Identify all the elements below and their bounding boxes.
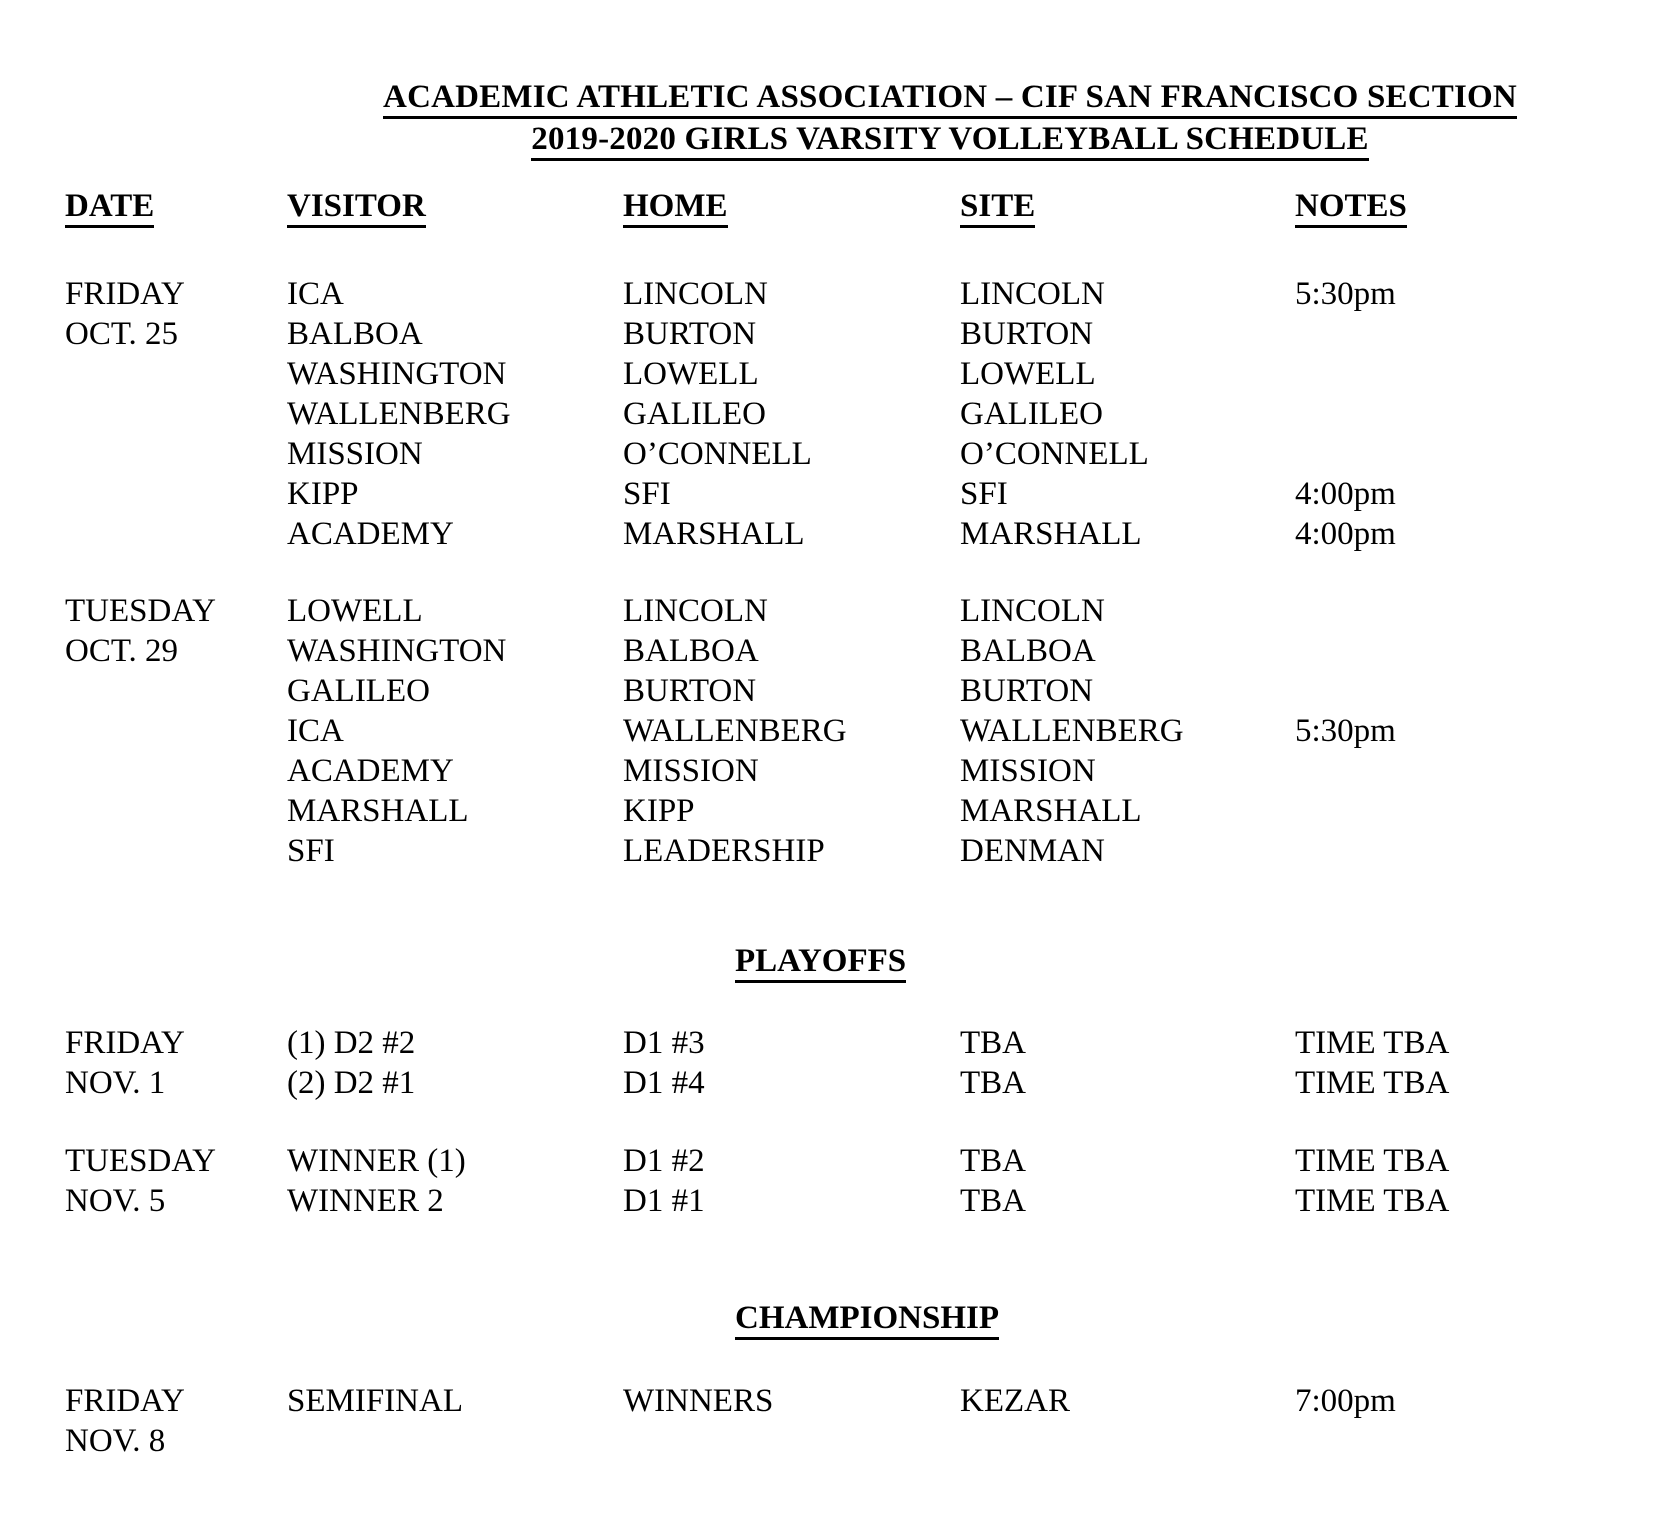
column-header-label: SITE [960,188,1035,228]
cell-visitor: ICA [287,713,344,749]
cell-visitor: (1) D2 #2 [287,1025,416,1061]
cell-home: O’CONNELL [623,436,812,472]
cell-visitor: WALLENBERG [287,396,511,432]
cell-visitor: KIPP [287,476,359,512]
column-header-visitor [287,186,623,226]
cell-home: D1 #4 [623,1065,705,1101]
cell-notes [1295,314,1662,354]
cell-visitor: MARSHALL [287,793,469,829]
cell-site: BALBOA [960,633,1096,669]
table-row [65,434,1662,474]
cell-home: BURTON [623,316,757,352]
cell-visitor: SEMIFINAL [287,1383,464,1419]
cell-visitor: ICA [287,276,344,312]
cell-home: LINCOLN [623,593,768,629]
cell-site: LOWELL [960,356,1096,392]
cell-notes: 7:00pm [1295,1383,1396,1419]
section-nov8 [0,1381,1662,1461]
cell-visitor: WINNER (1) [287,1143,466,1179]
title-line-1: ACADEMIC ATHLETIC ASSOCIATION – CIF SAN FRANCISCO SECTION [383,79,1517,119]
cell-site: MARSHALL [960,516,1142,552]
cell-date: OCT. 25 [65,316,179,352]
cell-date: OCT. 29 [65,633,179,669]
cell-home: LINCOLN [623,276,768,312]
cell-notes [1295,751,1662,791]
cell-date: FRIDAY [65,1383,185,1419]
cell-visitor: GALILEO [287,673,430,709]
cell-home: MARSHALL [623,516,805,552]
cell-notes [1295,671,1662,711]
cell-date [65,751,287,791]
title-line-1-wrap [240,76,1660,118]
table-row [65,314,1662,354]
cell-date: TUESDAY [65,1143,216,1179]
table-row [65,1421,1662,1461]
cell-site: DENMAN [960,833,1105,869]
cell-notes [1295,1421,1662,1461]
column-header-label: VISITOR [287,188,426,228]
table-row [65,671,1662,711]
cell-home: MISSION [623,753,759,789]
cell-home: GALILEO [623,396,766,432]
cell-notes: 5:30pm [1295,713,1396,749]
cell-date [65,474,287,514]
column-header-date [65,186,287,226]
table-row [65,1381,1662,1421]
table-row [65,1023,1662,1063]
section-playoffs-heading [0,941,1662,981]
cell-date [65,434,287,474]
cell-notes [1295,394,1662,434]
cell-home: BALBOA [623,633,759,669]
title-line-2: 2019-2020 GIRLS VARSITY VOLLEYBALL SCHEDULE [531,121,1368,161]
cell-site: TBA [960,1183,1026,1219]
cell-visitor: SFI [287,833,335,869]
cell-date: FRIDAY [65,1025,185,1061]
cell-notes [1295,631,1662,671]
cell-visitor: ACADEMY [287,516,454,552]
section-nov5 [0,1141,1662,1221]
cell-date [65,514,287,554]
cell-site: LINCOLN [960,276,1105,312]
table-row [65,591,1662,631]
cell-notes: TIME TBA [1295,1025,1450,1061]
cell-notes [1295,831,1662,871]
cell-home: SFI [623,476,671,512]
cell-visitor: MISSION [287,436,423,472]
column-header-label: NOTES [1295,188,1407,228]
cell-site: SFI [960,476,1008,512]
title-line-2-wrap [240,118,1660,160]
cell-home: WINNERS [623,1383,774,1419]
cell-site: MISSION [960,753,1096,789]
section-oct29 [0,591,1662,871]
table-row [65,394,1662,434]
cell-home: KIPP [623,793,695,829]
cell-notes: TIME TBA [1295,1183,1450,1219]
cell-visitor: WASHINGTON [287,356,507,392]
cell-date [65,791,287,831]
cell-home: D1 #1 [623,1183,705,1219]
table-row [65,631,1662,671]
cell-site: MARSHALL [960,793,1142,829]
table-row [65,354,1662,394]
cell-home: WALLENBERG [623,713,847,749]
cell-home: D1 #3 [623,1025,705,1061]
cell-site: KEZAR [960,1383,1070,1419]
section-nov1 [0,1023,1662,1103]
table-row [65,274,1662,314]
cell-notes [1295,354,1662,394]
table-row [65,791,1662,831]
cell-visitor: WASHINGTON [287,633,507,669]
cell-site: GALILEO [960,396,1103,432]
document-title [240,76,1660,160]
table-row [65,514,1662,554]
cell-date: TUESDAY [65,593,216,629]
table-row [65,474,1662,514]
section-heading-playoffs: PLAYOFFS [735,943,906,983]
column-header-site [960,186,1295,226]
cell-visitor [287,1421,623,1461]
cell-date [65,394,287,434]
table-row [65,1181,1662,1221]
table-row [65,711,1662,751]
cell-notes: 4:00pm [1295,476,1396,512]
cell-site: LINCOLN [960,593,1105,629]
cell-date: FRIDAY [65,276,185,312]
cell-visitor: WINNER 2 [287,1183,444,1219]
section-heading-championship: CHAMPIONSHIP [735,1300,999,1340]
cell-visitor: (2) D2 #1 [287,1065,416,1101]
cell-visitor: LOWELL [287,593,423,629]
section-championship-heading [0,1298,1662,1338]
cell-date [65,711,287,751]
cell-date [65,671,287,711]
cell-notes: TIME TBA [1295,1143,1450,1179]
table-row [65,1141,1662,1181]
cell-site [960,1421,1295,1461]
cell-site: O’CONNELL [960,436,1149,472]
cell-site: TBA [960,1065,1026,1101]
cell-home: LEADERSHIP [623,833,825,869]
column-header-row [0,186,1662,226]
cell-home: D1 #2 [623,1143,705,1179]
column-header-label: DATE [65,188,154,228]
cell-date [65,354,287,394]
cell-date: NOV. 5 [65,1183,166,1219]
cell-date: NOV. 1 [65,1065,166,1101]
cell-notes [1295,591,1662,631]
table-row [65,831,1662,871]
column-header-home [623,186,960,226]
section-oct25 [0,274,1662,554]
cell-site: TBA [960,1025,1026,1061]
cell-notes: 4:00pm [1295,516,1396,552]
cell-notes: 5:30pm [1295,276,1396,312]
cell-notes [1295,791,1662,831]
cell-date: NOV. 8 [65,1423,166,1459]
cell-home: BURTON [623,673,757,709]
cell-date [65,831,287,871]
table-row [65,751,1662,791]
cell-home [623,1421,960,1461]
cell-site: TBA [960,1143,1026,1179]
table-row [65,1063,1662,1103]
cell-site: BURTON [960,673,1094,709]
cell-notes: TIME TBA [1295,1065,1450,1101]
cell-site: WALLENBERG [960,713,1184,749]
cell-visitor: BALBOA [287,316,423,352]
cell-visitor: ACADEMY [287,753,454,789]
cell-notes [1295,434,1662,474]
column-header-label: HOME [623,188,728,228]
cell-site: BURTON [960,316,1094,352]
cell-home: LOWELL [623,356,759,392]
column-header-notes [1295,186,1662,226]
